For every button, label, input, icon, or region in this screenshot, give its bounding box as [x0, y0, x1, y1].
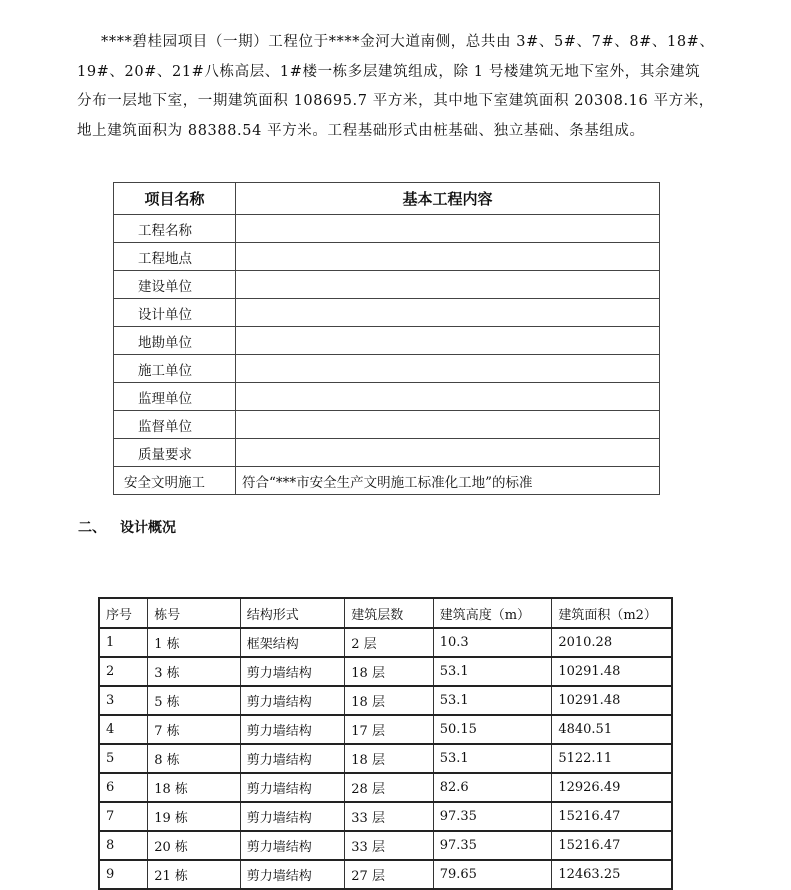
table-cell: 12926.49: [552, 773, 672, 802]
table-cell: 剪力墙结构: [240, 744, 345, 773]
table-row: [114, 467, 660, 495]
table-cell: 框架结构: [240, 628, 345, 657]
table-cell: 剪力墙结构: [240, 715, 345, 744]
intro-line: 19#、20#、21#八栋高层、1#楼一栋多层建筑组成，除 1 号楼建筑无地下室外，其余建筑: [77, 63, 701, 80]
table-cell: 3: [99, 686, 148, 715]
row-value: [236, 411, 660, 439]
table-row: [114, 271, 660, 299]
table-row: [114, 411, 660, 439]
table-cell: 1: [99, 628, 148, 657]
row-label: 工程地点: [114, 243, 236, 271]
intro-paragraph: [77, 28, 715, 146]
column-header: 建筑层数: [345, 598, 433, 628]
table-cell: 33 层: [345, 831, 433, 860]
table-cell: 97.35: [433, 831, 552, 860]
column-header: 项目名称: [114, 183, 236, 215]
table-row: [114, 299, 660, 327]
table-cell: 18 层: [345, 657, 433, 686]
table-cell: 1 栋: [148, 628, 240, 657]
section-title: 设计概况: [120, 520, 176, 536]
table-cell: 53.1: [433, 686, 552, 715]
row-value: [236, 299, 660, 327]
table-cell: 10291.48: [552, 657, 672, 686]
table-row: [114, 439, 660, 467]
table-header-row: [99, 598, 672, 628]
table-cell: 6: [99, 773, 148, 802]
row-value: [236, 215, 660, 243]
row-value: [236, 355, 660, 383]
table-cell: 21 栋: [148, 860, 240, 889]
table-row: [114, 383, 660, 411]
table-cell: 8: [99, 831, 148, 860]
table-cell: 3 栋: [148, 657, 240, 686]
table-row: [114, 243, 660, 271]
column-header: 建筑高度（m）: [433, 598, 552, 628]
table-cell: 28 层: [345, 773, 433, 802]
section-number: 二、: [78, 520, 106, 536]
table-cell: 10.3: [433, 628, 552, 657]
table-cell: 7 栋: [148, 715, 240, 744]
table-cell: 33 层: [345, 802, 433, 831]
table-cell: 19 栋: [148, 802, 240, 831]
table-cell: 4: [99, 715, 148, 744]
column-header: 建筑面积（m2）: [552, 598, 672, 628]
table-row: [99, 831, 672, 860]
table-row: [114, 355, 660, 383]
column-header: 基本工程内容: [236, 183, 660, 215]
table-cell: 剪力墙结构: [240, 773, 345, 802]
table-cell: 17 层: [345, 715, 433, 744]
table-row: [99, 628, 672, 657]
table-cell: 50.15: [433, 715, 552, 744]
table-cell: 2: [99, 657, 148, 686]
section-heading: [78, 517, 176, 537]
table-cell: 27 层: [345, 860, 433, 889]
table-cell: 2 层: [345, 628, 433, 657]
table-cell: 10291.48: [552, 686, 672, 715]
row-label: 建设单位: [114, 271, 236, 299]
column-header: 序号: [99, 598, 148, 628]
table-cell: 剪力墙结构: [240, 802, 345, 831]
table-cell: 97.35: [433, 802, 552, 831]
table-row: [99, 802, 672, 831]
table-cell: 2010.28: [552, 628, 672, 657]
table-cell: 4840.51: [552, 715, 672, 744]
table-cell: 5: [99, 744, 148, 773]
table-cell: 剪力墙结构: [240, 860, 345, 889]
table-cell: 15216.47: [552, 831, 672, 860]
row-value: 符合“***市安全生产文明施工标准化工地”的标准: [236, 467, 660, 495]
table-row: [99, 657, 672, 686]
table-cell: 剪力墙结构: [240, 831, 345, 860]
column-header: 栋号: [148, 598, 240, 628]
table-cell: 79.65: [433, 860, 552, 889]
design-overview-table: [98, 597, 673, 890]
row-label: 设计单位: [114, 299, 236, 327]
table-cell: 5 栋: [148, 686, 240, 715]
table-row: [114, 327, 660, 355]
table-cell: 82.6: [433, 773, 552, 802]
intro-line: ****碧桂园项目（一期）工程位于****金河大道南侧，总共由 3#、5#、7#、8#、18#、: [101, 34, 715, 50]
row-label: 地勘单位: [114, 327, 236, 355]
table-cell: 剪力墙结构: [240, 657, 345, 686]
table-cell: 5122.11: [552, 744, 672, 773]
table-cell: 9: [99, 860, 148, 889]
row-value: [236, 327, 660, 355]
row-value: [236, 383, 660, 411]
table-header-row: [114, 183, 660, 215]
table-cell: 7: [99, 802, 148, 831]
table-cell: 8 栋: [148, 744, 240, 773]
table-cell: 15216.47: [552, 802, 672, 831]
table-row: [99, 715, 672, 744]
table-cell: 剪力墙结构: [240, 686, 345, 715]
table-cell: 20 栋: [148, 831, 240, 860]
row-value: [236, 243, 660, 271]
project-info-table: [113, 182, 660, 495]
column-header: 结构形式: [240, 598, 345, 628]
row-label: 质量要求: [114, 439, 236, 467]
row-label: 监督单位: [114, 411, 236, 439]
table-cell: 18 层: [345, 686, 433, 715]
table-cell: 18 栋: [148, 773, 240, 802]
table-cell: 53.1: [433, 744, 552, 773]
row-label: 监理单位: [114, 383, 236, 411]
table-row: [99, 744, 672, 773]
table-row: [99, 773, 672, 802]
table-cell: 53.1: [433, 657, 552, 686]
row-label: 施工单位: [114, 355, 236, 383]
intro-line: 分布一层地下室，一期建筑面积 108695.7 平方米，其中地下室建筑面积 20308.16 平方米，: [77, 93, 714, 109]
row-value: [236, 271, 660, 299]
row-label: 工程名称: [114, 215, 236, 243]
row-value: [236, 439, 660, 467]
row-label: 安全文明施工: [114, 467, 236, 495]
table-cell: 12463.25: [552, 860, 672, 889]
table-cell: 18 层: [345, 744, 433, 773]
intro-line: 地上建筑面积为 88388.54 平方米。工程基础形式由桩基础、独立基础、条基组成。: [77, 122, 645, 139]
table-row: [99, 686, 672, 715]
table-row: [114, 215, 660, 243]
